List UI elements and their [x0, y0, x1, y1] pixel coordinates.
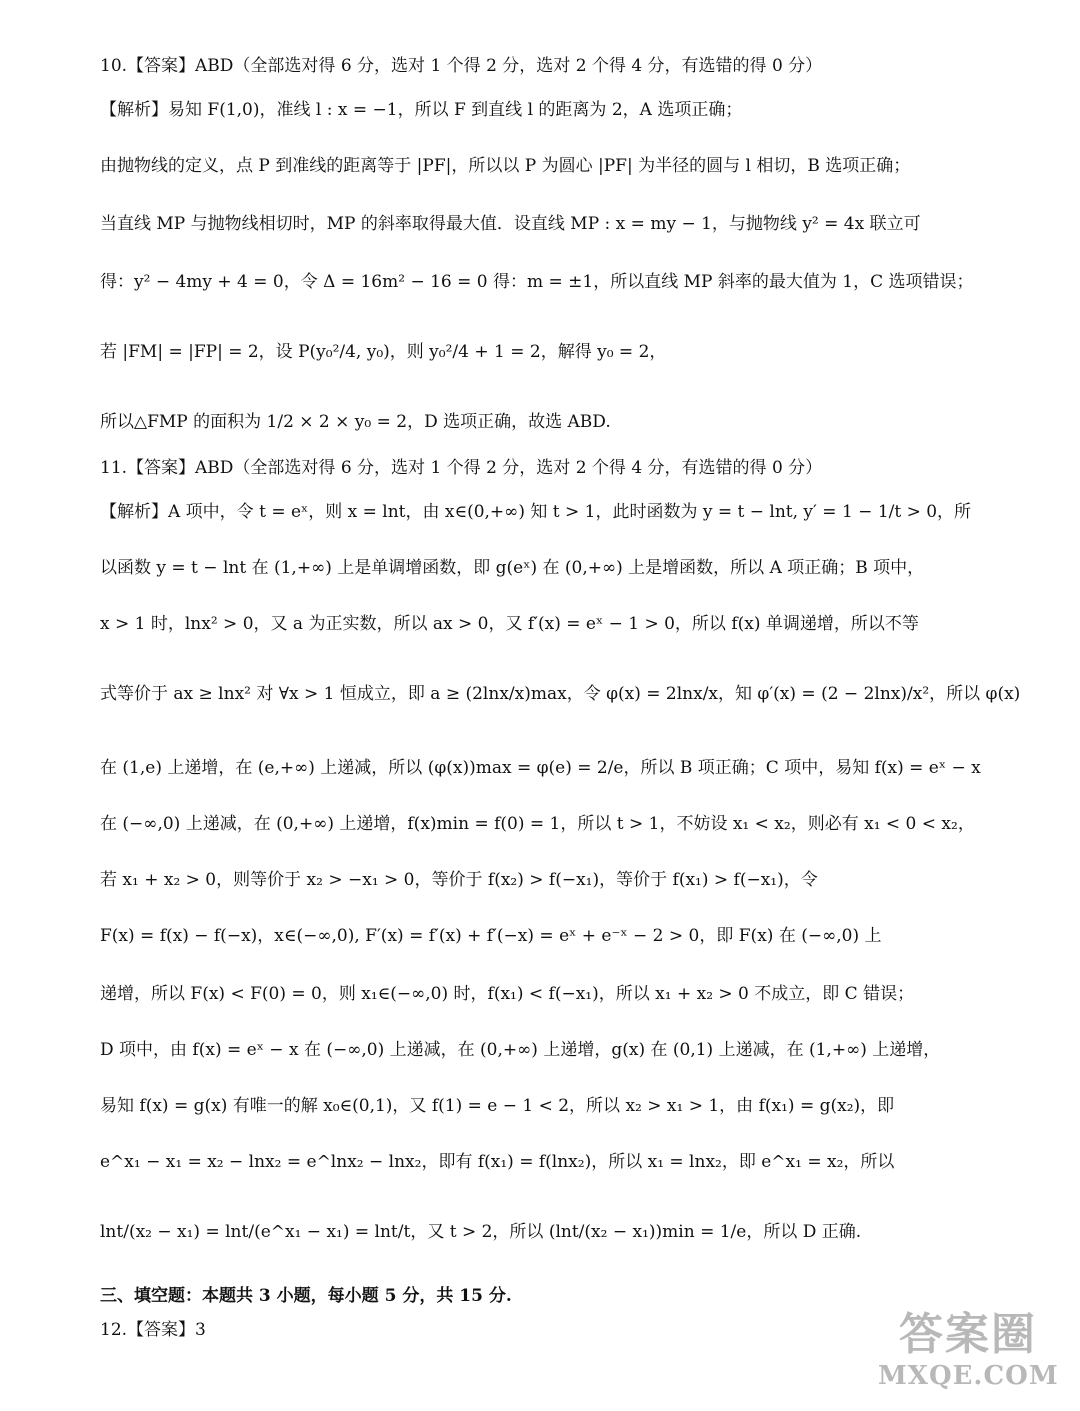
q12-answer: 12.【答案】3 [100, 1320, 206, 1340]
q10-analysis-3: 当直线 MP 与抛物线相切时，MP 的斜率取得最大值．设直线 MP : x = my − 1，与抛物线 y² = 4x 联立可 [100, 214, 921, 234]
q11-analysis-2: 以函数 y = t − lnt 在 (1,+∞) 上是单调增函数，即 g(eˣ) 在 (0,+∞) 上是增函数，所以 A 项正确；B 项中， [100, 558, 925, 578]
q11-analysis-10: D 项中，由 f(x) = eˣ − x 在 (−∞,0) 上递减，在 (0,+∞) 上递增，g(x) 在 (0,1) 上递减，在 (1,+∞) 上递增， [100, 1040, 941, 1060]
q11-analysis-6: 在 (−∞,0) 上递减，在 (0,+∞) 上递增，f(x)min = f(0) = 1，所以 t > 1，不妨设 x₁ < x₂，则必有 x₁ < 0 < x₂， [100, 814, 975, 834]
q11-analysis-7: 若 x₁ + x₂ > 0，则等价于 x₂ > −x₁ > 0，等价于 f(x₂) > f(−x₁)，等价于 f(x₁) > f(−x₁)，令 [100, 870, 818, 890]
q11-analysis-12: e^x₁ − x₁ = x₂ − lnx₂ = e^lnx₂ − lnx₂，即有 f(x₁) = f(lnx₂)，所以 x₁ = lnx₂，即 e^x₁ = x₂，所以 [100, 1152, 895, 1172]
q11-analysis-4: 式等价于 ax ≥ lnx² 对 ∀x > 1 恒成立，即 a ≥ (2lnx/x)max，令 φ(x) = 2lnx/x，知 φ′(x) = (2 − 2lnx)/x²，所以 φ(x) [100, 684, 1021, 704]
q11-analysis-1: 【解析】A 项中，令 t = eˣ，则 x = lnt，由 x∈(0,+∞) 知 t > 1，此时函数为 y = t − lnt, y′ = 1 − 1/t > 0，所 [100, 502, 972, 522]
q11-analysis-9: 递增，所以 F(x) < F(0) = 0，则 x₁∈(−∞,0) 时，f(x₁) < f(−x₁)，所以 x₁ + x₂ > 0 不成立，即 C 错误； [100, 984, 915, 1004]
watermark-cn: 答案圈 [899, 1309, 1037, 1360]
watermark-logo [878, 1309, 1058, 1399]
q10-answer: 10.【答案】ABD（全部选对得 6 分，选对 1 个得 2 分，选对 2 个得 4 分，有选错的得 0 分） [100, 56, 823, 76]
q10-analysis-4: 得：y² − 4my + 4 = 0，令 Δ = 16m² − 16 = 0 得：m = ±1，所以直线 MP 斜率的最大值为 1，C 选项错误； [100, 272, 974, 292]
q11-analysis-11: 易知 f(x) = g(x) 有唯一的解 x₀∈(0,1)，又 f(1) = e − 1 < 2，所以 x₂ > x₁ > 1，由 f(x₁) = g(x₂)，即 [100, 1096, 895, 1116]
q11-analysis-8: F(x) = f(x) − f(−x)，x∈(−∞,0), F′(x) = f′(x) + f′(−x) = eˣ + e⁻ˣ − 2 > 0，即 F(x) 在 (−∞,0) 上 [100, 926, 882, 946]
q11-answer: 11.【答案】ABD（全部选对得 6 分，选对 1 个得 2 分，选对 2 个得 4 分，有选错的得 0 分） [100, 458, 823, 478]
q10-analysis-6: 所以△FMP 的面积为 1/2 × 2 × y₀ = 2，D 选项正确，故选 ABD. [100, 412, 611, 432]
q11-analysis-5: 在 (1,e) 上递增，在 (e,+∞) 上递减，所以 (φ(x))max = φ(e) = 2/e，所以 B 项正确；C 项中，易知 f(x) = eˣ − x [100, 758, 981, 778]
q11-analysis-13: lnt/(x₂ − x₁) = lnt/(e^x₁ − x₁) = lnt/t，又 t > 2，所以 (lnt/(x₂ − x₁))min = 1/e，所以 D 正确. [100, 1222, 862, 1242]
q10-analysis-5: 若 |FM| = |FP| = 2，设 P(y₀²/4, y₀)，则 y₀²/4 + 1 = 2，解得 y₀ = 2， [100, 342, 667, 362]
q11-analysis-3: x > 1 时，lnx² > 0，又 a 为正实数，所以 ax > 0，又 f′(x) = eˣ − 1 > 0，所以 f(x) 单调递增，所以不等 [100, 614, 919, 634]
watermark-en: MXQE.COM [878, 1361, 1059, 1391]
section-heading-fill-in: 三、填空题：本题共 3 小题，每小题 5 分，共 15 分. [100, 1286, 512, 1306]
q10-analysis-2: 由抛物线的定义，点 P 到准线的距离等于 |PF|，所以以 P 为圆心 |PF| 为半径的圆与 l 相切，B 选项正确； [100, 156, 911, 176]
q10-analysis-1: 【解析】易知 F(1,0)，准线 l : x = −1，所以 F 到直线 l 的距离为 2，A 选项正确； [100, 100, 743, 120]
